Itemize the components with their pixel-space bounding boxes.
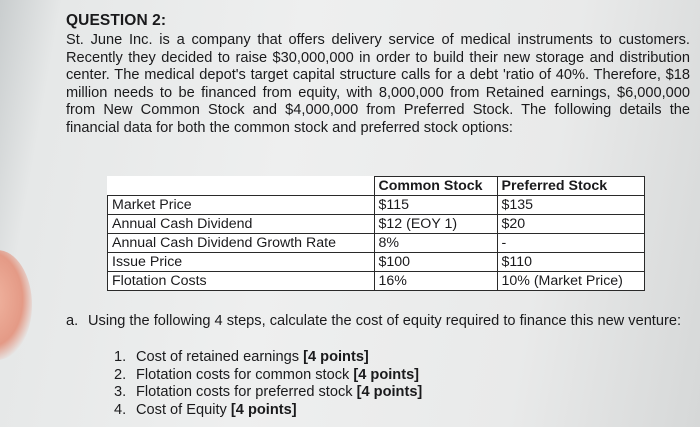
list-item bbox=[114, 384, 422, 402]
row-label: Issue Price bbox=[108, 253, 375, 272]
step-points: [4 points] bbox=[353, 366, 420, 383]
part-a-question bbox=[66, 313, 686, 331]
preferred-value: - bbox=[497, 234, 644, 253]
step-points: [4 points] bbox=[230, 401, 297, 418]
step-points: [4 points] bbox=[303, 349, 369, 365]
table-row bbox=[108, 253, 645, 272]
common-value: 8% bbox=[374, 234, 497, 253]
question-title: QUESTION 2: bbox=[66, 12, 167, 29]
step-text: Cost of retained earnings bbox=[136, 349, 300, 365]
table-row bbox=[108, 196, 645, 215]
part-a-text: Using the following 4 steps, calculate the cost of equity required to finance this new venture: bbox=[88, 313, 682, 329]
steps-list bbox=[114, 349, 422, 419]
table-row bbox=[108, 234, 645, 253]
step-points: [4 points] bbox=[356, 384, 423, 401]
header-common-stock: Common Stock bbox=[374, 177, 497, 196]
table-row bbox=[108, 215, 645, 234]
finger-edge bbox=[0, 250, 32, 360]
preferred-value: $110 bbox=[497, 253, 644, 272]
step-text: Flotation costs for preferred stock bbox=[136, 384, 353, 401]
preferred-value: $135 bbox=[497, 196, 644, 215]
step-number: 1. bbox=[114, 349, 127, 365]
common-value: $100 bbox=[374, 253, 497, 272]
common-value: $12 (EOY 1) bbox=[374, 215, 497, 234]
list-item bbox=[114, 402, 422, 420]
part-a-marker: a. bbox=[66, 313, 79, 329]
step-text: Flotation costs for common stock bbox=[136, 366, 350, 383]
row-label: Market Price bbox=[108, 196, 375, 215]
common-value: $115 bbox=[374, 196, 497, 215]
step-number: 4. bbox=[114, 401, 127, 418]
header-preferred-stock: Preferred Stock bbox=[497, 177, 644, 196]
financial-data-table bbox=[107, 176, 645, 291]
step-number: 2. bbox=[114, 366, 127, 383]
row-label: Flotation Costs bbox=[108, 272, 375, 291]
preferred-value: $20 bbox=[497, 215, 644, 234]
question-paragraph: St. June Inc. is a company that offers delivery service of medical instruments to customers. Recently they decided to raise $30,000,000 in order to build their new storage and distribution center. The medical depot's target capital structure calls for a debt 'ratio of 40%. Therefore, $18 million needs to be financed from equity, with 8,000,000 from Retained earnings, $6,000,000 from New Common Stock and $4,000,000 from Preferred Stock. The following details the financial data for both the common stock and preferred stock options: bbox=[66, 32, 690, 136]
preferred-value: 10% (Market Price) bbox=[497, 272, 644, 291]
table-header-row bbox=[108, 177, 645, 196]
step-text: Cost of Equity bbox=[136, 401, 227, 418]
header-blank bbox=[108, 177, 375, 196]
common-value: 16% bbox=[374, 272, 497, 291]
row-label: Annual Cash Dividend bbox=[108, 215, 375, 234]
list-item bbox=[114, 349, 422, 367]
table-row bbox=[108, 272, 645, 291]
row-label: Annual Cash Dividend Growth Rate bbox=[108, 234, 375, 253]
list-item bbox=[114, 367, 422, 385]
step-number: 3. bbox=[114, 384, 127, 401]
